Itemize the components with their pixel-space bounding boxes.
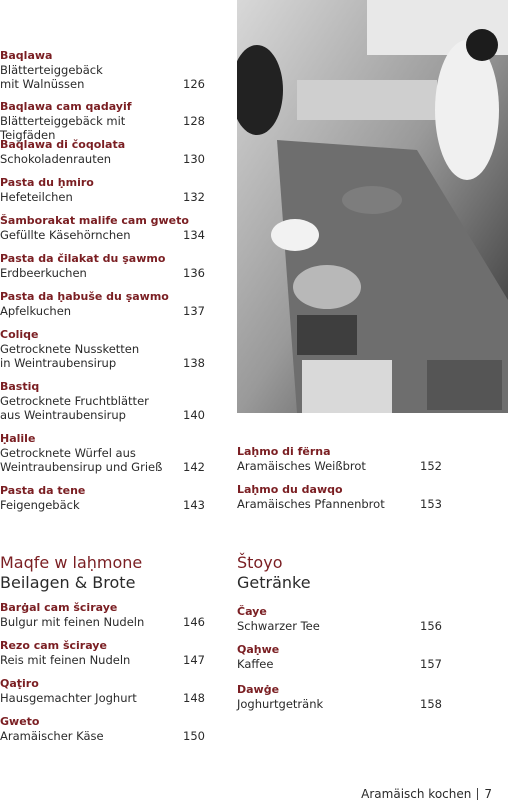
recipe-title: Gweto [0, 715, 40, 728]
recipe-line [0, 653, 205, 667]
recipe-entry [0, 715, 205, 743]
recipe-line [0, 152, 205, 166]
recipe-page-number: 140 [183, 408, 205, 422]
recipe-page-number: 128 [183, 114, 205, 128]
recipe-title: Bastiq [0, 380, 40, 393]
recipe-line [0, 729, 205, 743]
section-subtitle: Getränke [237, 573, 311, 592]
recipe-entry [0, 601, 205, 629]
recipe-title: Pasta da ḥabuše du ṣawmo [0, 290, 169, 303]
recipe-entry [0, 484, 205, 512]
recipe-page-number: 143 [183, 498, 205, 512]
page-number: 7 [484, 787, 492, 801]
footer-separator [477, 788, 478, 800]
recipe-description: Schwarzer Tee [237, 619, 320, 633]
recipe-title: Šamborakat malife cam gweto [0, 214, 189, 227]
recipe-page-number: 137 [183, 304, 205, 318]
recipe-line [0, 266, 205, 280]
recipe-description: Aramäisches Weißbrot [237, 459, 366, 473]
recipe-entry [0, 100, 205, 142]
recipe-title: Barġal cam šciraye [0, 601, 118, 614]
recipe-title: Pasta da tene [0, 484, 86, 497]
recipe-description: Erdbeerkuchen [0, 266, 87, 280]
recipe-page-number: 142 [183, 460, 205, 474]
recipe-line [0, 342, 205, 356]
recipe-page-number: 158 [420, 697, 442, 711]
recipe-description: Getrocknete Fruchtblätter [0, 394, 149, 408]
kitchen-photo [237, 0, 508, 413]
recipe-description: Kaffee [237, 657, 274, 671]
recipe-line [237, 497, 442, 511]
recipe-description: Getrocknete Nussketten [0, 342, 140, 356]
recipe-entry [0, 49, 205, 91]
recipe-entry [0, 677, 205, 705]
recipe-line [0, 190, 205, 204]
recipe-line [0, 691, 205, 705]
recipe-description: Gefüllte Käsehörnchen [0, 228, 131, 242]
recipe-entry [0, 328, 205, 370]
recipe-entry [237, 683, 442, 711]
recipe-title: Qaḥwe [237, 643, 280, 656]
recipe-entry [0, 432, 205, 474]
recipe-page-number: 157 [420, 657, 442, 671]
recipe-description: Joghurtgetränk [237, 697, 324, 711]
recipe-title: Laḥmo du dawqo [237, 483, 343, 496]
recipe-page-number: 156 [420, 619, 442, 633]
recipe-line [0, 304, 205, 318]
recipe-description: Blätterteiggebäck mit Teigfäden [0, 114, 126, 142]
recipe-entry [0, 214, 205, 242]
recipe-description: Aramäischer Käse [0, 729, 104, 743]
recipe-title: Qaṭiro [0, 677, 39, 690]
recipe-entry [0, 176, 205, 204]
recipe-description: Feigengebäck [0, 498, 80, 512]
recipe-description: Hefeteilchen [0, 190, 73, 204]
recipe-description: Weintraubensirup und Grieß [0, 460, 163, 474]
recipe-page-number: 148 [183, 691, 205, 705]
recipe-page-number: 153 [420, 497, 442, 511]
page-footer [361, 787, 492, 801]
recipe-title: Ḥalile [0, 432, 36, 445]
recipe-line [237, 657, 442, 671]
recipe-description: Reis mit feinen Nudeln [0, 653, 131, 667]
section-title: Maqfe w laḥmone [0, 553, 143, 572]
recipe-page-number: 138 [183, 356, 205, 370]
recipe-title: Baqlawa di čoqolata [0, 138, 126, 151]
recipe-description: Apfelkuchen [0, 304, 72, 318]
recipe-description: Aramäisches Pfannenbrot [237, 497, 385, 511]
recipe-entry [0, 380, 205, 422]
recipe-description: Blätterteiggebäck [0, 63, 103, 77]
recipe-page-number: 130 [183, 152, 205, 166]
recipe-line [0, 394, 205, 408]
recipe-page-number: 146 [183, 615, 205, 629]
recipe-page-number: 147 [183, 653, 205, 667]
recipe-entry [237, 605, 442, 633]
recipe-title: Čaye [237, 605, 267, 618]
recipe-entry [0, 252, 205, 280]
recipe-line [0, 460, 205, 474]
recipe-description: Bulgur mit feinen Nudeln [0, 615, 145, 629]
recipe-entry [237, 445, 442, 473]
book-title: Aramäisch kochen [361, 787, 472, 801]
recipe-page-number: 150 [183, 729, 205, 743]
recipe-line [0, 615, 205, 629]
recipe-entry [0, 290, 205, 318]
kitchen-photo-image [237, 0, 508, 413]
recipe-line [0, 408, 205, 422]
recipe-line [237, 619, 442, 633]
recipe-line [237, 459, 442, 473]
recipe-line [0, 228, 205, 242]
recipe-page-number: 126 [183, 77, 205, 91]
recipe-description: in Weintraubensirup [0, 356, 117, 370]
recipe-entry [0, 639, 205, 667]
recipe-description: mit Walnüssen [0, 77, 85, 91]
recipe-title: Baqlawa cam qadayif [0, 100, 132, 113]
recipe-description: Schokoladenrauten [0, 152, 112, 166]
recipe-title: Coliqe [0, 328, 39, 341]
recipe-line [0, 77, 205, 91]
recipe-entry [0, 138, 205, 166]
recipe-title: Rezo cam šciraye [0, 639, 107, 652]
section-subtitle: Beilagen & Brote [0, 573, 136, 592]
recipe-page-number: 152 [420, 459, 442, 473]
section-drinks [237, 553, 311, 593]
recipe-title: Pasta da čilakat du ṣawmo [0, 252, 166, 265]
recipe-line [237, 697, 442, 711]
recipe-description: Getrocknete Würfel aus [0, 446, 136, 460]
recipe-title: Laḥmo di fërna [237, 445, 331, 458]
section-title: Štoyo [237, 553, 283, 572]
recipe-line [0, 446, 205, 460]
recipe-title: Pasta du ḥmiro [0, 176, 94, 189]
recipe-page-number: 136 [183, 266, 205, 280]
recipe-line [0, 498, 205, 512]
recipe-title: Baqlawa [0, 49, 53, 62]
recipe-entry [237, 643, 442, 671]
recipe-description: Hausgemachter Joghurt [0, 691, 137, 705]
recipe-title: Dawġe [237, 683, 280, 696]
recipe-page-number: 134 [183, 228, 205, 242]
recipe-line [0, 63, 205, 77]
recipe-line [0, 356, 205, 370]
section-sides-breads [0, 553, 142, 593]
recipe-description: aus Weintraubensirup [0, 408, 126, 422]
recipe-entry [237, 483, 442, 511]
recipe-page-number: 132 [183, 190, 205, 204]
